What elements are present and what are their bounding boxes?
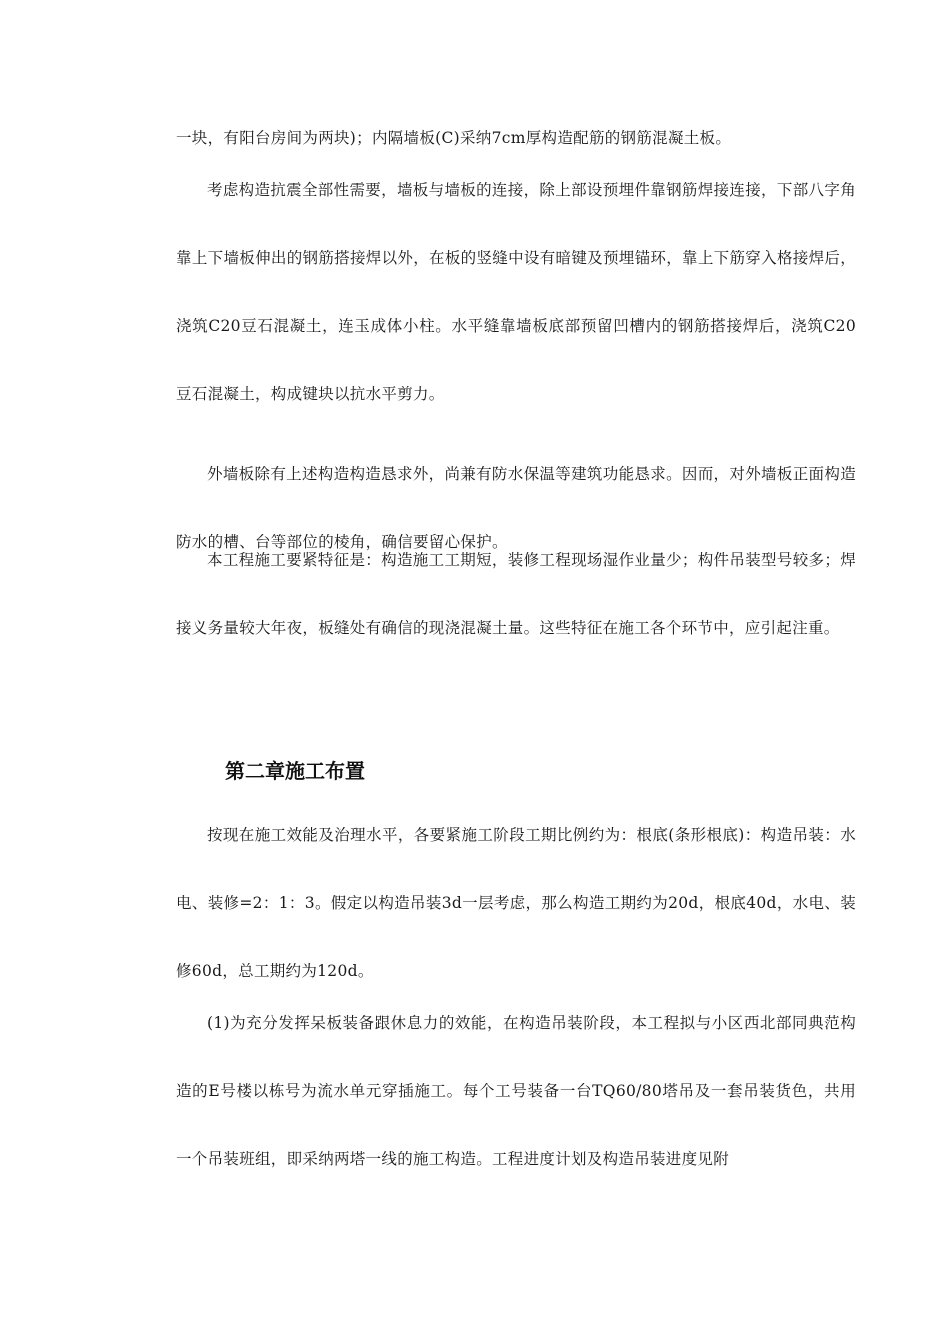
paragraph-schedule-ratio: 按现在施工效能及治理水平，各要紧施工阶段工期比例约为：根底(条形根底)：构造吊装：水电、装修=2：1：3。假定以构造吊装3d一层考虑，那么构造工期约为20d，根底40d，水电、装修60d，总工期约为120d。: [176, 826, 856, 980]
paragraph-crane-arrangement: (1)为充分发挥呆板装备跟休息力的效能，在构造吊装阶段，本工程拟与小区西北部同典范构造的E号楼以栋号为流水单元穿插施工。每个工号装备一台TQ60/80塔吊及一套吊装货色，共用一个吊装班组，即采纳两塔一线的施工构造。工程进度计划及构造吊装进度见附: [176, 1014, 856, 1168]
paragraph-exterior-wall: 外墙板除有上述构造构造恳求外，尚兼有防水保温等建筑功能恳求。因而，对外墙板正面构造防水的槽、台等部位的棱角，确信要留心保护。: [176, 465, 856, 551]
paragraph-seismic-connection: 考虑构造抗震全部性需要，墙板与墙板的连接，除上部设预埋件靠钢筋焊接连接，下部八字角靠上下墙板伸出的钢筋搭接焊以外，在板的竖缝中设有暗键及预埋锚环，靠上下筋穿入格接焊后，浇筑C20豆石混凝土，连玉成体小柱。水平缝靠墙板底部预留凹槽内的钢筋搭接焊后，浇筑C20豆石混凝土，构成键块以抗水平剪力。: [176, 181, 856, 403]
chapter-heading: 第二章施工布置: [225, 759, 365, 783]
paragraph-continuation: 一块，有阳台房间为两块)；内隔墙板(C)采纳7cm厚构造配筋的钢筋混凝土板。: [176, 129, 732, 147]
paragraph-project-features: 本工程施工要紧特征是：构造施工工期短，装修工程现场湿作业量少；构件吊装型号较多；焊接义务量较大年夜，板缝处有确信的现浇混凝土量。这些特征在施工各个环节中，应引起注重。: [176, 551, 856, 637]
